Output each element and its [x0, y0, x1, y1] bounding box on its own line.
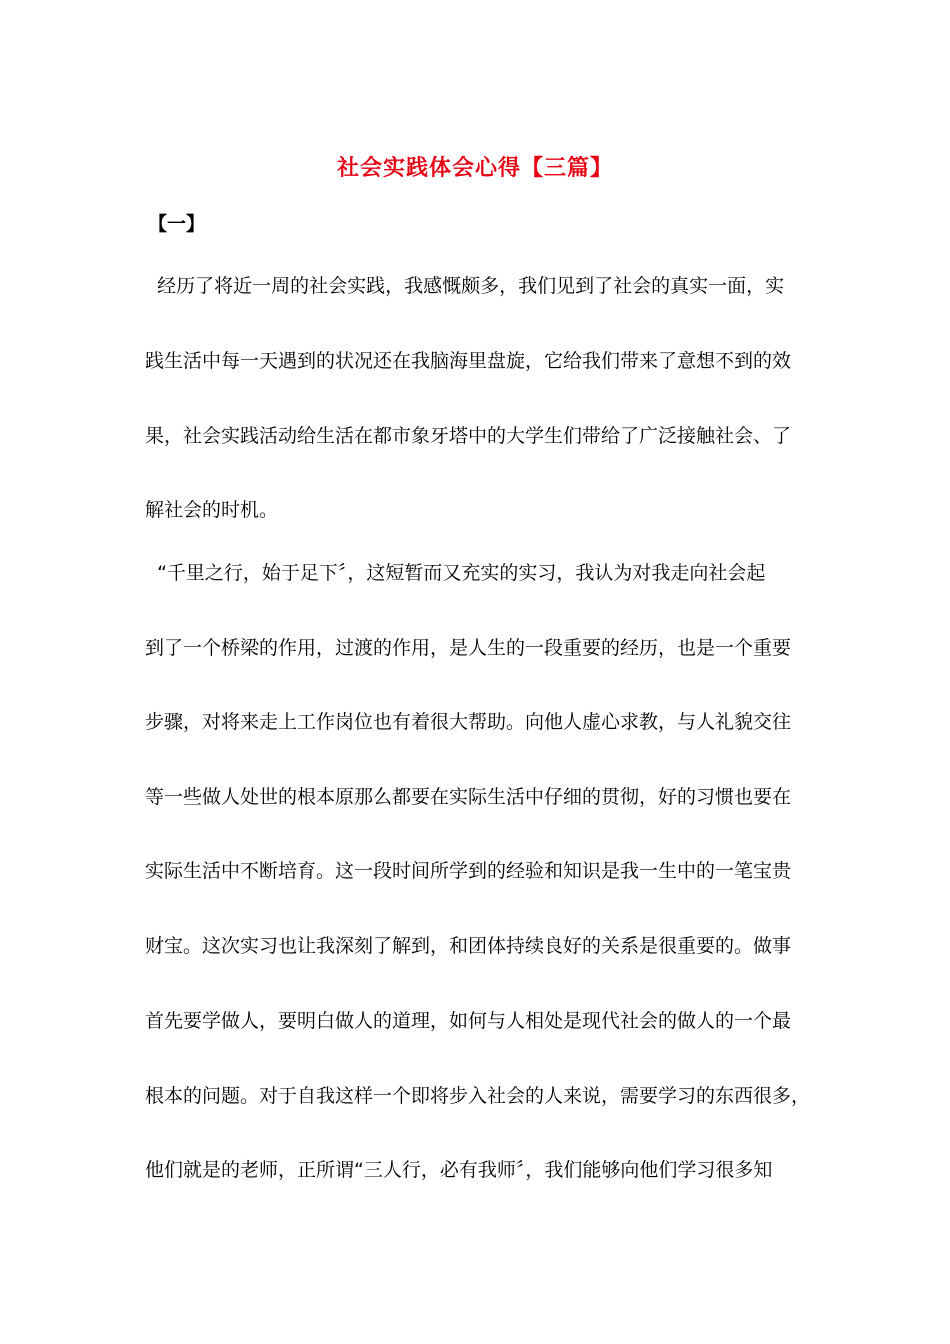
paragraph-line: 实际生活中不断培育。这一段时间所学到的经验和知识是我一生中的一笔宝贵: [145, 860, 792, 882]
paragraph-line: 首先要学做人，要明白做人的道理，如何与人相处是现代社会的做人的一个最: [145, 1010, 792, 1032]
paragraph-line: 经历了将近一周的社会实践，我感慨颇多，我们见到了社会的真实一面，实: [145, 275, 785, 297]
paragraph-line: 根本的问题。对于自我这样一个即将步入社会的人来说，需要学习的东西很多，: [145, 1085, 811, 1107]
paragraph-line: 等一些做人处世的根本原那么都要在实际生活中仔细的贯彻，好的习惯也要在: [145, 786, 792, 808]
paragraph-line: 果，社会实践活动给生活在都市象牙塔中的大学生们带给了广泛接触社会、了: [145, 425, 792, 447]
paragraph-line: 步骤，对将来走上工作岗位也有着很大帮助。向他人虚心求教，与人礼貌交往: [145, 711, 792, 733]
paragraph-line: 解社会的时机。: [145, 499, 279, 521]
paragraph-line: 他们就是的老师，正所谓“三人行，必有我师〞，我们能够向他们学习很多知: [145, 1159, 773, 1181]
section-label: 【一】: [148, 213, 206, 235]
paragraph-line: 践生活中每一天遇到的状况还在我脑海里盘旋，它给我们带来了意想不到的效: [145, 350, 792, 372]
paragraph-line: 到了一个桥梁的作用，过渡的作用，是人生的一段重要的经历，也是一个重要: [145, 637, 792, 659]
paragraph-line: “千里之行，始于足下〞，这短暂而又充实的实习，我认为对我走向社会起: [145, 562, 766, 584]
paragraph-line: 财宝。这次实习也让我深刻了解到，和团体持续良好的关系是很重要的。做事: [145, 935, 792, 957]
document-title: 社会实践体会心得【三篇】: [336, 155, 613, 181]
